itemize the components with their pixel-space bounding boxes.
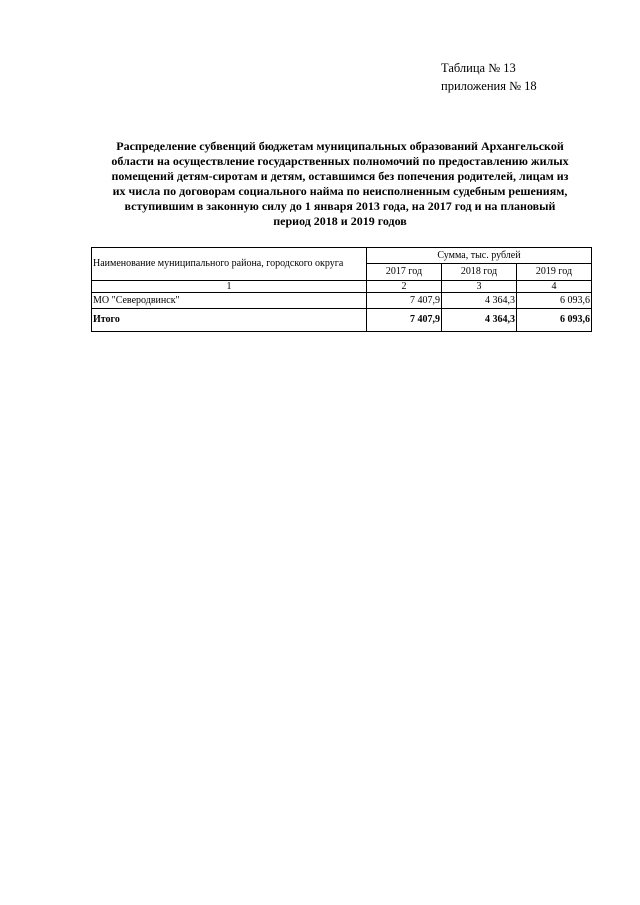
column-number-row: [92, 281, 592, 293]
column-number: 1: [92, 281, 367, 293]
table-header-row: [92, 248, 592, 264]
column-number: 4: [517, 281, 592, 293]
table-reference-note: [441, 59, 537, 95]
column-number: 3: [442, 281, 517, 293]
title-line: их числа по договорам социального найма по неисполненным судебным решениям,: [112, 184, 568, 198]
value-2019: 6 093,6: [517, 293, 592, 309]
total-row: [92, 309, 592, 332]
value-2017: 7 407,9: [367, 293, 442, 309]
document-title: [40, 139, 640, 229]
year-header-2019: 2019 год: [517, 264, 592, 281]
total-value-2019: 6 093,6: [517, 309, 592, 332]
year-header-2018: 2018 год: [442, 264, 517, 281]
title-line: период 2018 и 2019 годов: [273, 214, 407, 228]
total-value-2017: 7 407,9: [367, 309, 442, 332]
total-label: Итого: [92, 309, 367, 332]
value-2018: 4 364,3: [442, 293, 517, 309]
sum-header: Сумма, тыс. рублей: [367, 248, 592, 264]
title-line: помещений детям-сиротам и детям, оставшимся без попечения родителей, лицам из: [111, 169, 569, 183]
total-value-2018: 4 364,3: [442, 309, 517, 332]
title-line: вступившим в законную силу до 1 января 2013 года, на 2017 год и на плановый: [124, 199, 556, 213]
table-row: [92, 293, 592, 309]
year-header-2017: 2017 год: [367, 264, 442, 281]
appendix-number-label: приложения № 18: [441, 79, 537, 93]
municipality-name-header: Наименование муниципального района, городского округа: [92, 248, 367, 281]
subvention-table: [91, 247, 592, 332]
title-line: Распределение субвенций бюджетам муниципальных образований Архангельской: [116, 139, 564, 153]
table-number-label: Таблица № 13: [441, 61, 516, 75]
title-line: области на осуществление государственных полномочий по предоставлению жилых: [111, 154, 569, 168]
municipality-name: МО "Северодвинск": [92, 293, 367, 309]
column-number: 2: [367, 281, 442, 293]
